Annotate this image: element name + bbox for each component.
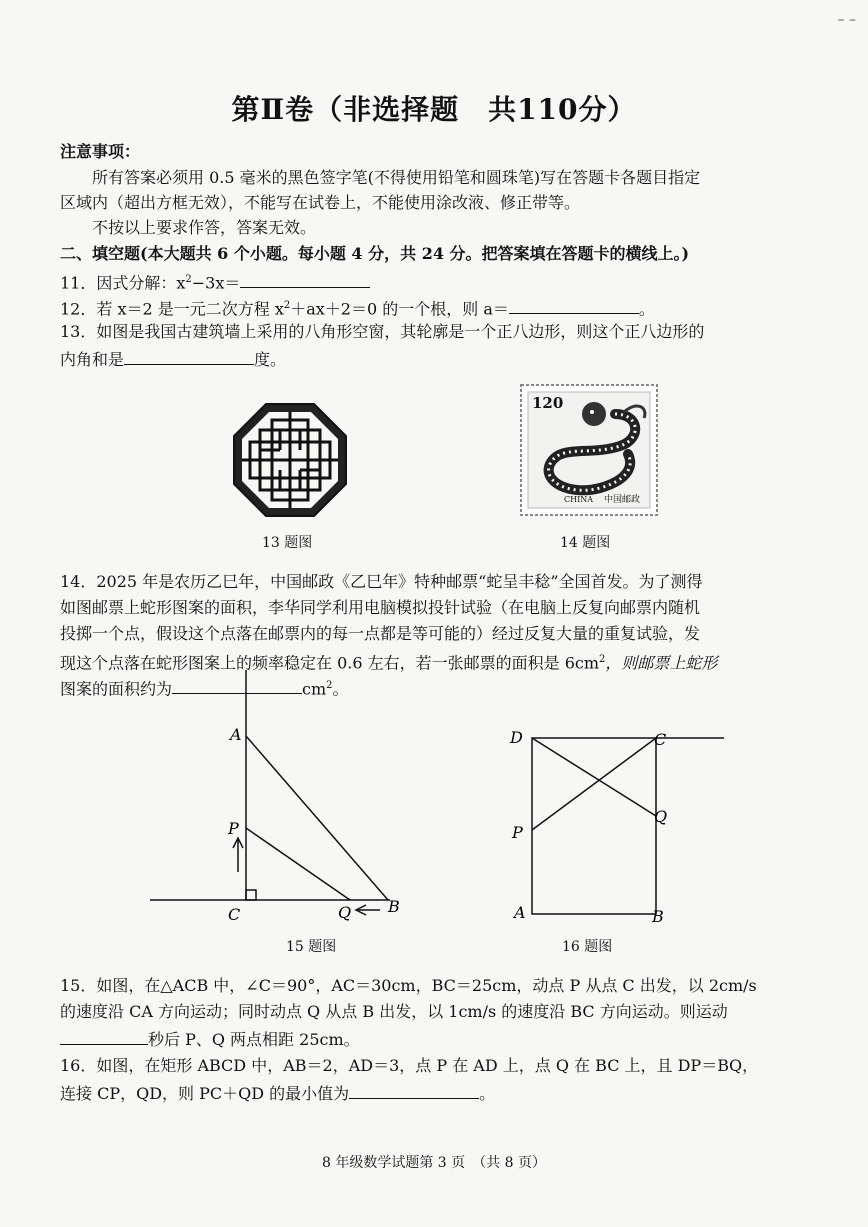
fig16-caption: 16 题图 [562, 939, 613, 955]
q15-line-2: 的速度沿 CA 方向运动；同时动点 Q 从点 B 出发，以 1cm/s 的速度沿 BC 方向运动。则运动 [60, 1002, 728, 1021]
label-p16: P [512, 823, 523, 842]
notes-line-2: 区域内（超出方框无效），不能写在试卷上，不能使用涂改液、修正带等。 [60, 193, 581, 212]
line-pc [532, 738, 656, 830]
q16-text-end: 。 [479, 1084, 496, 1103]
q11-text-post: −3x＝ [191, 273, 241, 293]
label-d: D [510, 728, 523, 747]
label-a: A [230, 725, 242, 744]
line-dq [532, 738, 656, 816]
label-q: Q [338, 903, 352, 922]
stamp-country: CHINA [564, 495, 594, 504]
q12-text: 12．若 x＝2 是一元二次方程 x [60, 299, 284, 319]
q13-line-2 [60, 348, 286, 370]
q12-text-end: 。 [638, 299, 655, 319]
question-12 [60, 296, 655, 319]
fill-in-section-heading: 二、填空题(本大题共 6 个小题。每小题 4 分，共 24 分。把答案填在答题卡的横线上。) [60, 244, 690, 263]
q12-answer-blank[interactable] [509, 297, 639, 314]
label-b16: B [652, 907, 664, 926]
q14-text: 现这个点落在蛇形图案上的频率稳定在 0.6 左右，若一张邮票的面积是 6cm [60, 653, 600, 673]
q13-text-end: 度。 [254, 350, 287, 369]
stamp-value: 120 [532, 394, 564, 412]
q14-line-1: 14．2025 年是农历乙巳年，中国邮政《乙巳年》特种邮票“蛇呈丰稔”全国首发。为了测得 [60, 572, 703, 591]
q11-exponent: 2 [185, 274, 192, 285]
rectangle-abcd-figure [500, 724, 740, 934]
notes-heading: 注意事项： [60, 142, 141, 161]
rect-abcd [532, 738, 656, 914]
section-title: 第Ⅱ卷（非选择题 共110分） [231, 93, 637, 126]
q11-answer-blank[interactable] [240, 271, 370, 288]
notes-line-3: 不按以上要求作答，答案无效。 [92, 218, 317, 237]
label-c16: C [654, 730, 667, 749]
q14-text-pre: 图案的面积约为 [60, 679, 173, 699]
fig15-caption: 15 题图 [286, 939, 337, 955]
q15-line-3 [60, 1028, 360, 1050]
q14-unit-exponent: 2 [326, 680, 333, 691]
q14-exponent: 2 [599, 654, 606, 665]
stamp-brand: 中国邮政 [604, 495, 641, 505]
q14-line-2: 如图邮票上蛇形图案的面积，李华同学利用电脑模拟投针试验（在电脑上反复向邮票内随机 [60, 598, 701, 617]
q15-line-1: 15．如图，在△ACB 中，∠C＝90°，AC＝30cm，BC＝25cm，动点 P 从点 C 出发，以 2cm/s [60, 976, 757, 995]
snake-stamp-figure [520, 384, 658, 516]
fig14-caption: 14 题图 [560, 535, 611, 551]
q13-line-1: 13．如图是我国古建筑墙上采用的八角形空窗，其轮廓是一个正八边形，则这个正八边形的 [60, 322, 705, 341]
fig13-caption: 13 题图 [262, 535, 313, 551]
q16-text: 连接 CP，QD，则 PC＋QD 的最小值为 [60, 1084, 350, 1103]
q14-line-3: 投掷一个点，假设这个点落在邮票内的每一点都是等可能的）经过反复大量的重复试验，发 [60, 624, 701, 643]
question-11 [60, 270, 370, 293]
corner-mark: – – [837, 12, 856, 28]
page-footer: 8 年级数学试题第 3 页 （共 8 页） [322, 1155, 546, 1171]
q14-unit: cm [302, 679, 327, 699]
q11-text: 11．因式分解：x [60, 273, 186, 293]
q15-answer-blank[interactable] [60, 1028, 148, 1045]
q14-text-post: ，则邮票上蛇形 [605, 653, 718, 673]
q14-text-end: 。 [332, 679, 349, 699]
q12-exponent: 2 [283, 300, 291, 311]
q16-line-1: 16．如图，在矩形 ABCD 中，AB＝2，AD＝3，点 P 在 AD 上，点 Q 在 BC 上，且 DP＝BQ， [60, 1056, 759, 1075]
q13-answer-blank[interactable] [124, 348, 254, 365]
q16-line-2 [60, 1082, 495, 1104]
notes-line-1: 所有答案必须用 0.5 毫米的黑色签字笔(不得使用铅笔和圆珠笔)写在答题卡各题目指定 [92, 168, 701, 187]
label-b: B [388, 897, 400, 916]
q13-text: 内角和是 [60, 350, 125, 369]
octagon-window-figure [232, 402, 348, 518]
label-q16: Q [654, 807, 668, 826]
label-p: P [228, 819, 239, 838]
q12-text-mid: ＋ax＋2＝0 的一个根，则 a＝ [290, 299, 509, 319]
q16-answer-blank[interactable] [349, 1082, 479, 1099]
q15-text: 秒后 P、Q 两点相距 25cm。 [148, 1030, 360, 1049]
label-a16: A [514, 903, 526, 922]
triangle-acb-figure [140, 660, 420, 930]
line-ab [246, 736, 388, 900]
label-c: C [228, 905, 241, 924]
